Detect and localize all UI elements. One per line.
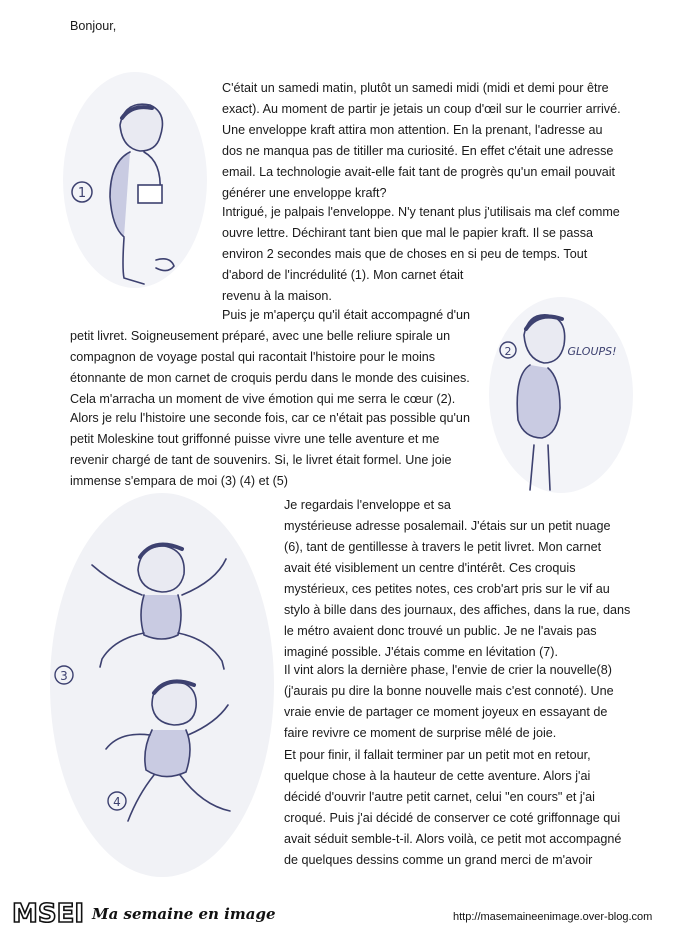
text-line: faire revivre ce moment de surprise mêlé de joie.: [284, 726, 557, 740]
gloups-text: GLOUPS!: [567, 345, 617, 358]
text-line: environ 2 secondes mais que de choses en si peu de temps. Tout: [222, 247, 588, 261]
text-line: mystérieuse adresse posalemail. J'étais sur un petit nuage: [284, 519, 611, 533]
text-line: de quelques dessins comme un grand merci de m'avoir: [284, 853, 593, 867]
text-line: avait été visiblement un centre d'intérêt. Ces croquis: [284, 561, 576, 575]
paragraph-3: [70, 305, 470, 410]
text-line: étonnante de mon carnet de croquis perdu dans le monde des cuisines.: [70, 371, 470, 385]
text-line: le métro avaient donc trouvé un public. Je ne l'avais pas: [284, 624, 597, 638]
text-line: croqué. Puis j'ai décidé de conserver ce coté griffonnage qui: [284, 811, 621, 825]
paragraph-1: [222, 78, 621, 204]
text-line: compagnon de voyage postal qui racontait l'histoire pour le moins: [70, 350, 436, 364]
sketch-1-label: 1: [77, 186, 87, 201]
footer-logo: [10, 896, 88, 928]
sketch-gloups: [486, 295, 636, 495]
footer-logo-text: MSEI: [12, 899, 85, 928]
text-line: petit livret. Soigneusement préparé, avec une belle reliure spirale un: [70, 329, 451, 343]
sketch-reading-envelope: [60, 70, 210, 290]
text-line: Alors je relu l'histoire une seconde fois, car ce n'était pas possible qu'un: [70, 411, 470, 425]
text-line: Il vint alors la dernière phase, l'envie de crier la nouvelle(8): [284, 663, 612, 677]
footer-url[interactable]: http://masemaineenimage.over-blog.com: [453, 911, 653, 923]
sketch-jumping: [42, 485, 277, 880]
paragraph-5: [284, 495, 630, 663]
paragraph-2: [222, 202, 620, 307]
text-line: email. La technologie avait-elle fait tant de progrès qu'un email pouvait: [222, 165, 616, 179]
text-line: générer une enveloppe kraft?: [222, 186, 387, 200]
paragraph-7: [284, 745, 621, 871]
text-line: immense s'empara de moi (3) (4) et (5): [70, 474, 288, 488]
sketch-3-label: 3: [60, 669, 68, 683]
text-line: (6), tant de gentillesse à travers le petit livret. Mon carnet: [284, 540, 602, 554]
paragraph-4: [70, 408, 470, 492]
text-line: avait séduit semble-t-il. Alors voilà, ce petit mot accompagné: [284, 832, 622, 846]
sketch-4-label: 4: [113, 795, 121, 809]
text-line: imaginé possible. J'étais comme en lévitation (7).: [284, 645, 558, 659]
text-line: Et pour finir, il fallait terminer par un petit mot en retour,: [284, 748, 591, 762]
text-line: quelque chose à la hauteur de cette aventure. Alors j'ai: [284, 769, 591, 783]
text-line: Cela m'arracha un moment de vive émotion qui me serra le cœur (2).: [70, 392, 456, 406]
text-line: C'était un samedi matin, plutôt un samedi midi (midi et demi pour être: [222, 81, 609, 95]
paragraph-6: [284, 660, 614, 744]
text-line: (j'aurais pu dire la bonne nouvelle mais c'est connoté). Une: [284, 684, 614, 698]
greeting: Bonjour,: [70, 19, 117, 33]
text-line: revenu à la maison.: [222, 289, 332, 303]
text-line: exact). Au moment de partir je jetais un coup d'œil sur le courrier arrivé.: [222, 102, 621, 116]
text-line: dos ne manqua pas de titiller ma curiosité. En effet c'était une adresse: [222, 144, 614, 158]
text-line: Une enveloppe kraft attira mon attention. En la prenant, l'adresse au: [222, 123, 603, 137]
text-line: d'abord de l'incrédulité (1). Mon carnet était: [222, 268, 464, 282]
text-line: décidé d'ouvrir l'autre petit carnet, celui "en cours" et j'ai: [284, 790, 595, 804]
text-line: Intrigué, je palpais l'enveloppe. N'y tenant plus j'utilisais ma clef comme: [222, 205, 620, 219]
text-line: stylo à bille dans des journaux, des affiches, dans la rue, dans: [284, 603, 631, 617]
text-line: revenir chargé de tant de souvenirs. Si, le livret était formel. Une joie: [70, 453, 452, 467]
text-line: petit Moleskine tout griffonné puisse vivre une telle aventure et me: [70, 432, 440, 446]
text-line: mystérieux, ces petites notes, ces crob'art pris sur le vif au: [284, 582, 610, 596]
text-line: vraie envie de partager ce moment joyeux en essayant de: [284, 705, 608, 719]
text-line: ouvre lettre. Déchirant tant bien que mal le papier kraft. Il se passa: [222, 226, 594, 240]
sketch-2-label: 2: [504, 345, 512, 358]
footer-title: Ma semaine en image: [92, 905, 276, 923]
text-line: Puis je m'aperçu qu'il était accompagné d'un: [222, 308, 471, 322]
text-line: Je regardais l'enveloppe et sa: [284, 498, 451, 512]
